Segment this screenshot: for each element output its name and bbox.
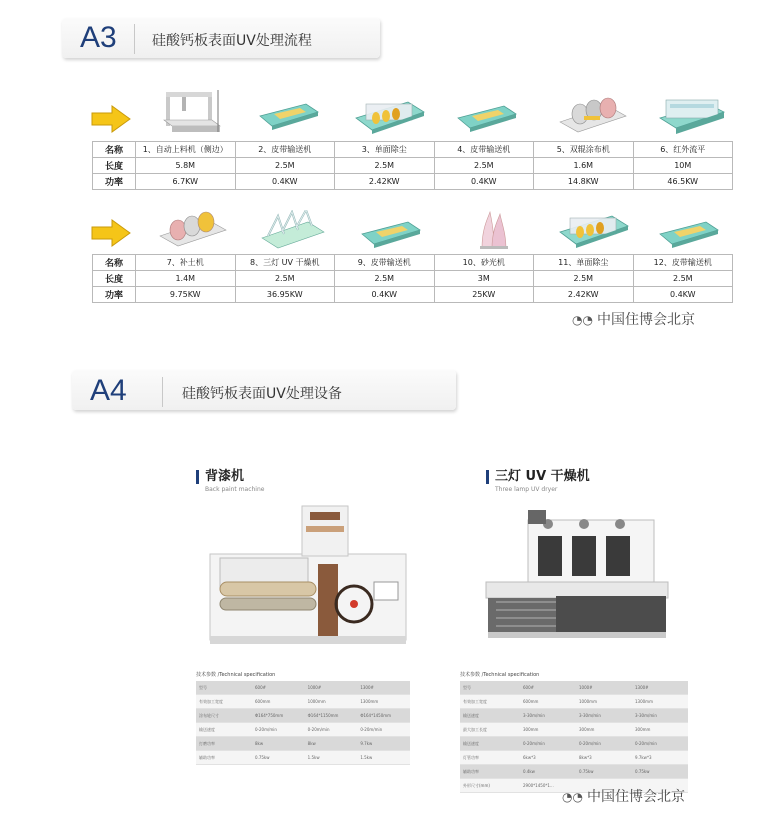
- tech-spec-table: [196, 681, 410, 765]
- table-row: [460, 765, 688, 779]
- table-cell: 辅助功率: [196, 751, 252, 765]
- table-cell: 0-20m/min: [632, 737, 688, 751]
- table-cell: Φ164*750mm: [252, 709, 305, 723]
- watermark: [572, 309, 695, 329]
- table-cell: 输送速度: [460, 709, 520, 723]
- table-cell: 2.42KW: [335, 174, 435, 190]
- equipment-subtitle: Back paint machine: [205, 486, 265, 493]
- table-cell: 4、皮带输送机: [434, 142, 534, 158]
- table-cell: 9、皮带输送机: [335, 255, 435, 271]
- table-row: [460, 723, 688, 737]
- sanding-machine-icon: [476, 208, 512, 250]
- table-cell: 6、红外流平: [633, 142, 733, 158]
- table-cell: 1300mm: [357, 695, 410, 709]
- section-a3-divider: [134, 24, 135, 54]
- flow-arrow-icon: [90, 218, 132, 248]
- table-cell: 5.8M: [136, 158, 236, 174]
- table-cell: 0-20m/min: [252, 723, 305, 737]
- table-cell: 2.42KW: [534, 287, 634, 303]
- table-cell: 46.5KW: [633, 174, 733, 190]
- table-row: [196, 751, 410, 765]
- table-row: [460, 737, 688, 751]
- table-row-name: [93, 142, 733, 158]
- table-cell: 2.5M: [335, 158, 435, 174]
- table-row: [460, 681, 688, 695]
- table-cell: 14.8KW: [534, 174, 634, 190]
- table-cell: 8kw: [305, 737, 358, 751]
- putty-machine-icon: [156, 210, 230, 250]
- infrared-leveling-icon: [656, 96, 726, 136]
- table-cell: 3、单面除尘: [335, 142, 435, 158]
- tech-spec-table: [460, 681, 688, 793]
- table-cell: 3-30m/min: [520, 709, 576, 723]
- table-cell: 1000mm: [305, 695, 358, 709]
- table-cell: 外形尺寸(mm): [460, 779, 520, 793]
- table-cell: 0.4KW: [335, 287, 435, 303]
- table-cell: 0-20m/min: [576, 737, 632, 751]
- flow-table-row2: [92, 254, 733, 303]
- table-cell: 0.4KW: [235, 174, 335, 190]
- row-label-name: 名称: [93, 142, 136, 158]
- table-cell: 辅助功率: [460, 765, 520, 779]
- table-cell: 600#: [252, 681, 305, 695]
- row-label-name: 名称: [93, 255, 136, 271]
- equipment-caption: [486, 470, 590, 493]
- table-cell: 输送速度: [460, 737, 520, 751]
- table-cell: 打磨功率: [196, 737, 252, 751]
- table-row-length: [93, 158, 733, 174]
- table-cell: 25KW: [434, 287, 534, 303]
- table-cell: 5、双辊涂布机: [534, 142, 634, 158]
- uv-dryer-machine-image: [476, 506, 676, 646]
- table-cell: 9.7kw: [357, 737, 410, 751]
- table-cell: 600mm: [252, 695, 305, 709]
- equipment-subtitle: Three lamp UV dryer: [495, 486, 558, 493]
- table-row: [460, 709, 688, 723]
- equipment-title: 背漆机: [196, 470, 264, 484]
- table-cell: 8kw: [252, 737, 305, 751]
- table-cell: Φ164*1450mm: [357, 709, 410, 723]
- table-cell: 8、三灯 UV 干燥机: [235, 255, 335, 271]
- auto-loader-icon: [156, 86, 226, 136]
- table-cell: 0.4KW: [434, 174, 534, 190]
- table-cell: 300mm: [632, 723, 688, 737]
- table-cell: 0-20m/min: [357, 723, 410, 737]
- table-row: [196, 695, 410, 709]
- wechat-icon: ◔◔: [572, 313, 593, 327]
- table-cell: 36.95KW: [235, 287, 335, 303]
- table-cell: 0-20m/min: [305, 723, 358, 737]
- table-cell: 有效加工宽度: [196, 695, 252, 709]
- table-cell: 6kw*3: [520, 751, 576, 765]
- table-cell: 1000mm: [576, 695, 632, 709]
- table-cell: 1300#: [632, 681, 688, 695]
- uv-dryer-icon: [258, 210, 328, 250]
- table-cell: 1、自动上料机（侧边）: [136, 142, 236, 158]
- table-cell: 2.5M: [633, 271, 733, 287]
- table-cell: 9.75KW: [136, 287, 236, 303]
- table-row: [460, 695, 688, 709]
- wechat-icon: ◔◔: [562, 790, 583, 804]
- row-label-length: 长度: [93, 271, 136, 287]
- table-cell: 12、皮带输送机: [633, 255, 733, 271]
- section-a4-divider: [162, 377, 163, 407]
- belt-conveyor-icon: [358, 218, 424, 248]
- table-cell: 9.7kw*3: [632, 751, 688, 765]
- table-cell: 1000#: [305, 681, 358, 695]
- belt-conveyor-icon: [256, 100, 322, 130]
- table-row-power: [93, 174, 733, 190]
- table-cell: 1.5kw: [357, 751, 410, 765]
- table-cell: 2.5M: [534, 271, 634, 287]
- row-label-power: 功率: [93, 174, 136, 190]
- table-row: [196, 681, 410, 695]
- table-cell: 2.5M: [335, 271, 435, 287]
- table-cell: 3-30m/min: [632, 709, 688, 723]
- table-cell: 1.6M: [534, 158, 634, 174]
- roller-coater-icon: [556, 96, 630, 136]
- dust-remover-icon: [556, 210, 632, 248]
- table-cell: 1.4M: [136, 271, 236, 287]
- table-cell: 10M: [633, 158, 733, 174]
- table-row-length: [93, 271, 733, 287]
- tech-spec-heading: 技术参数 /Technical specification: [460, 672, 540, 678]
- watermark-text: 中国住博会北京: [586, 789, 685, 805]
- table-cell: 7、补土机: [136, 255, 236, 271]
- table-row: [196, 709, 410, 723]
- flow-table-row1: [92, 141, 733, 190]
- table-row: [460, 751, 688, 765]
- table-row: [196, 723, 410, 737]
- table-cell: 型号: [196, 681, 252, 695]
- section-a4-code: A4: [90, 374, 127, 407]
- watermark-text: 中国住博会北京: [596, 312, 695, 328]
- table-cell: 1300mm: [632, 695, 688, 709]
- section-a3-title: 硅酸钙板表面UV处理流程: [152, 33, 312, 49]
- table-cell: 3M: [434, 271, 534, 287]
- table-cell: 300mm: [520, 723, 576, 737]
- section-a4-title: 硅酸钙板表面UV处理设备: [182, 386, 342, 402]
- table-cell: 2.5M: [235, 271, 335, 287]
- back-paint-machine-image: [206, 498, 412, 650]
- table-cell: 灯管功率: [460, 751, 520, 765]
- belt-conveyor-icon: [656, 218, 722, 248]
- equipment-title: 三灯 UV 干燥机: [486, 470, 590, 484]
- section-a3-code: A3: [80, 21, 117, 54]
- table-row-name: [93, 255, 733, 271]
- table-cell: 1.5kw: [305, 751, 358, 765]
- table-cell: 600#: [520, 681, 576, 695]
- table-cell: 3-30m/min: [576, 709, 632, 723]
- table-cell: 最大加工长度: [460, 723, 520, 737]
- table-cell: 600mm: [520, 695, 576, 709]
- row-label-power: 功率: [93, 287, 136, 303]
- table-cell: 2.5M: [235, 158, 335, 174]
- table-cell: 1300#: [357, 681, 410, 695]
- table-cell: 0.75kw: [252, 751, 305, 765]
- table-row-power: [93, 287, 733, 303]
- equipment-caption: [196, 470, 264, 493]
- table-cell: Φ164*1150mm: [305, 709, 358, 723]
- table-cell: 8kw*3: [576, 751, 632, 765]
- table-cell: 0.75kw: [632, 765, 688, 779]
- table-cell: 型号: [460, 681, 520, 695]
- table-cell: 300mm: [576, 723, 632, 737]
- table-cell: 输送速度: [196, 723, 252, 737]
- table-cell: 2、皮带输送机: [235, 142, 335, 158]
- table-cell: 0.4kw: [520, 765, 576, 779]
- table-cell: 11、单面除尘: [534, 255, 634, 271]
- table-cell: 0-20m/min: [520, 737, 576, 751]
- table-row: [196, 737, 410, 751]
- table-cell: 有效加工宽度: [460, 695, 520, 709]
- flow-arrow-icon: [90, 104, 132, 134]
- table-cell: 0.75kw: [576, 765, 632, 779]
- watermark: [562, 786, 685, 806]
- tech-spec-heading: 技术参数 /Technical specification: [196, 672, 276, 678]
- row-label-length: 长度: [93, 158, 136, 174]
- table-cell: 6.7KW: [136, 174, 236, 190]
- table-cell: 2.5M: [434, 158, 534, 174]
- dust-remover-icon: [352, 96, 428, 134]
- table-cell: 涂布轮尺寸: [196, 709, 252, 723]
- table-cell: 1000#: [576, 681, 632, 695]
- table-cell: 0.4KW: [633, 287, 733, 303]
- belt-conveyor-icon: [454, 102, 520, 132]
- table-cell: 2900*1450*1...: [520, 779, 576, 793]
- table-cell: 10、砂光机: [434, 255, 534, 271]
